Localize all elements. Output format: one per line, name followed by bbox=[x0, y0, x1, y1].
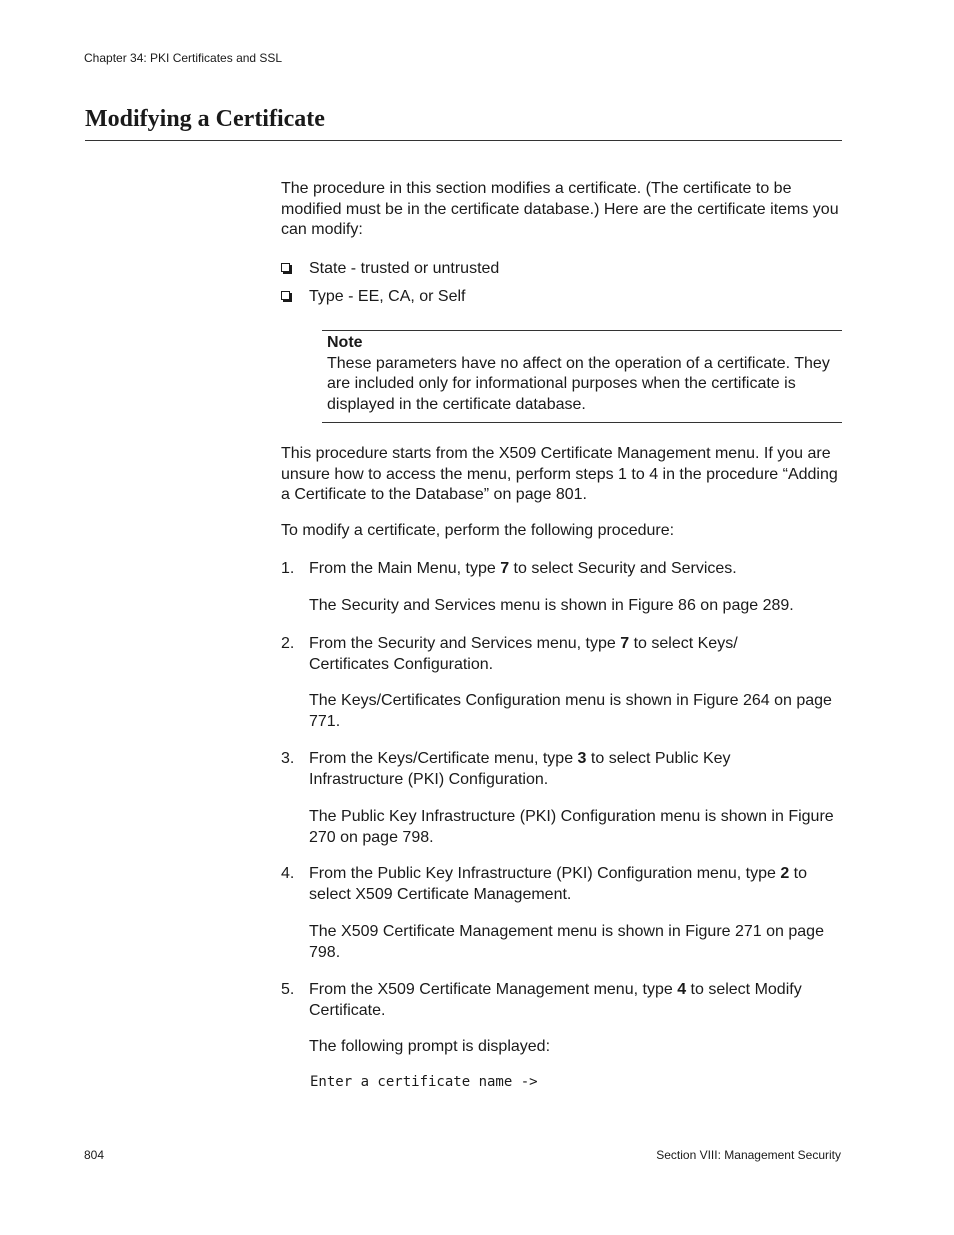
page-number: 804 bbox=[84, 1148, 105, 1162]
menu-key: 3 bbox=[577, 750, 587, 767]
step-number: 2. bbox=[281, 635, 295, 652]
procedure-start-paragraph: This procedure starts from the X509 Certificate Management menu. If you are unsure how to access the menu, perform steps 1 to 4 in the procedure “Adding a Certificate to the Database” on page 801. bbox=[281, 445, 838, 503]
bullet-text: Type - EE, CA, or Self bbox=[309, 288, 466, 305]
step-result: The X509 Certificate Management menu is shown in Figure 271 on page 798. bbox=[309, 923, 824, 961]
procedure-intro-paragraph: To modify a certificate, perform the following procedure: bbox=[281, 522, 675, 539]
step-instruction: From the Main Menu, type 7 to select Security and Services. bbox=[309, 560, 737, 577]
step-instruction: From the Public Key Infrastructure (PKI) Configuration menu, type 2 to select X509 Certificate Management. bbox=[309, 865, 808, 903]
menu-key: 2 bbox=[780, 865, 790, 882]
section-footer: Section VIII: Management Security bbox=[656, 1148, 841, 1162]
menu-key: 7 bbox=[500, 560, 510, 577]
checkbox-bullet-icon bbox=[281, 291, 290, 300]
title-divider bbox=[85, 140, 842, 141]
step-result: The following prompt is displayed: bbox=[309, 1038, 551, 1055]
bullet-text: State - trusted or untrusted bbox=[309, 260, 500, 277]
step-instruction: From the Security and Services menu, type 7 to select Keys/ Certificates Configuration. bbox=[309, 635, 738, 673]
step-instruction: From the X509 Certificate Management menu, type 4 to select Modify Certificate. bbox=[309, 981, 802, 1019]
step-number: 3. bbox=[281, 750, 295, 767]
step-number: 5. bbox=[281, 981, 295, 998]
menu-key: 7 bbox=[620, 635, 630, 652]
running-header: Chapter 34: PKI Certificates and SSL bbox=[84, 51, 283, 65]
note-bottom-rule bbox=[322, 422, 842, 423]
checkbox-bullet-icon bbox=[281, 263, 290, 272]
intro-paragraph: The procedure in this section modifies a certificate. (The certificate to be modified must be in the certificate database.) Here are the certificate items you can modify: bbox=[281, 180, 839, 238]
step-result: The Public Key Infrastructure (PKI) Configuration menu is shown in Figure 270 on page 798. bbox=[309, 808, 834, 846]
note-label: Note bbox=[327, 334, 363, 351]
note-text: These parameters have no affect on the operation of a certificate. They are included only for informational purposes when the certificate is displayed in the certificate database. bbox=[327, 355, 830, 413]
step-instruction: From the Keys/Certificate menu, type 3 to select Public Key Infrastructure (PKI) Configuration. bbox=[309, 750, 731, 788]
step-number: 4. bbox=[281, 865, 295, 882]
code-prompt: Enter a certificate name -> bbox=[310, 1074, 538, 1090]
page-title: Modifying a Certificate bbox=[85, 106, 325, 132]
step-result: The Keys/Certificates Configuration menu is shown in Figure 264 on page 771. bbox=[309, 692, 832, 730]
step-number: 1. bbox=[281, 560, 295, 577]
note-top-rule bbox=[322, 330, 842, 331]
menu-key: 4 bbox=[677, 981, 687, 998]
step-result: The Security and Services menu is shown in Figure 86 on page 289. bbox=[309, 597, 794, 614]
